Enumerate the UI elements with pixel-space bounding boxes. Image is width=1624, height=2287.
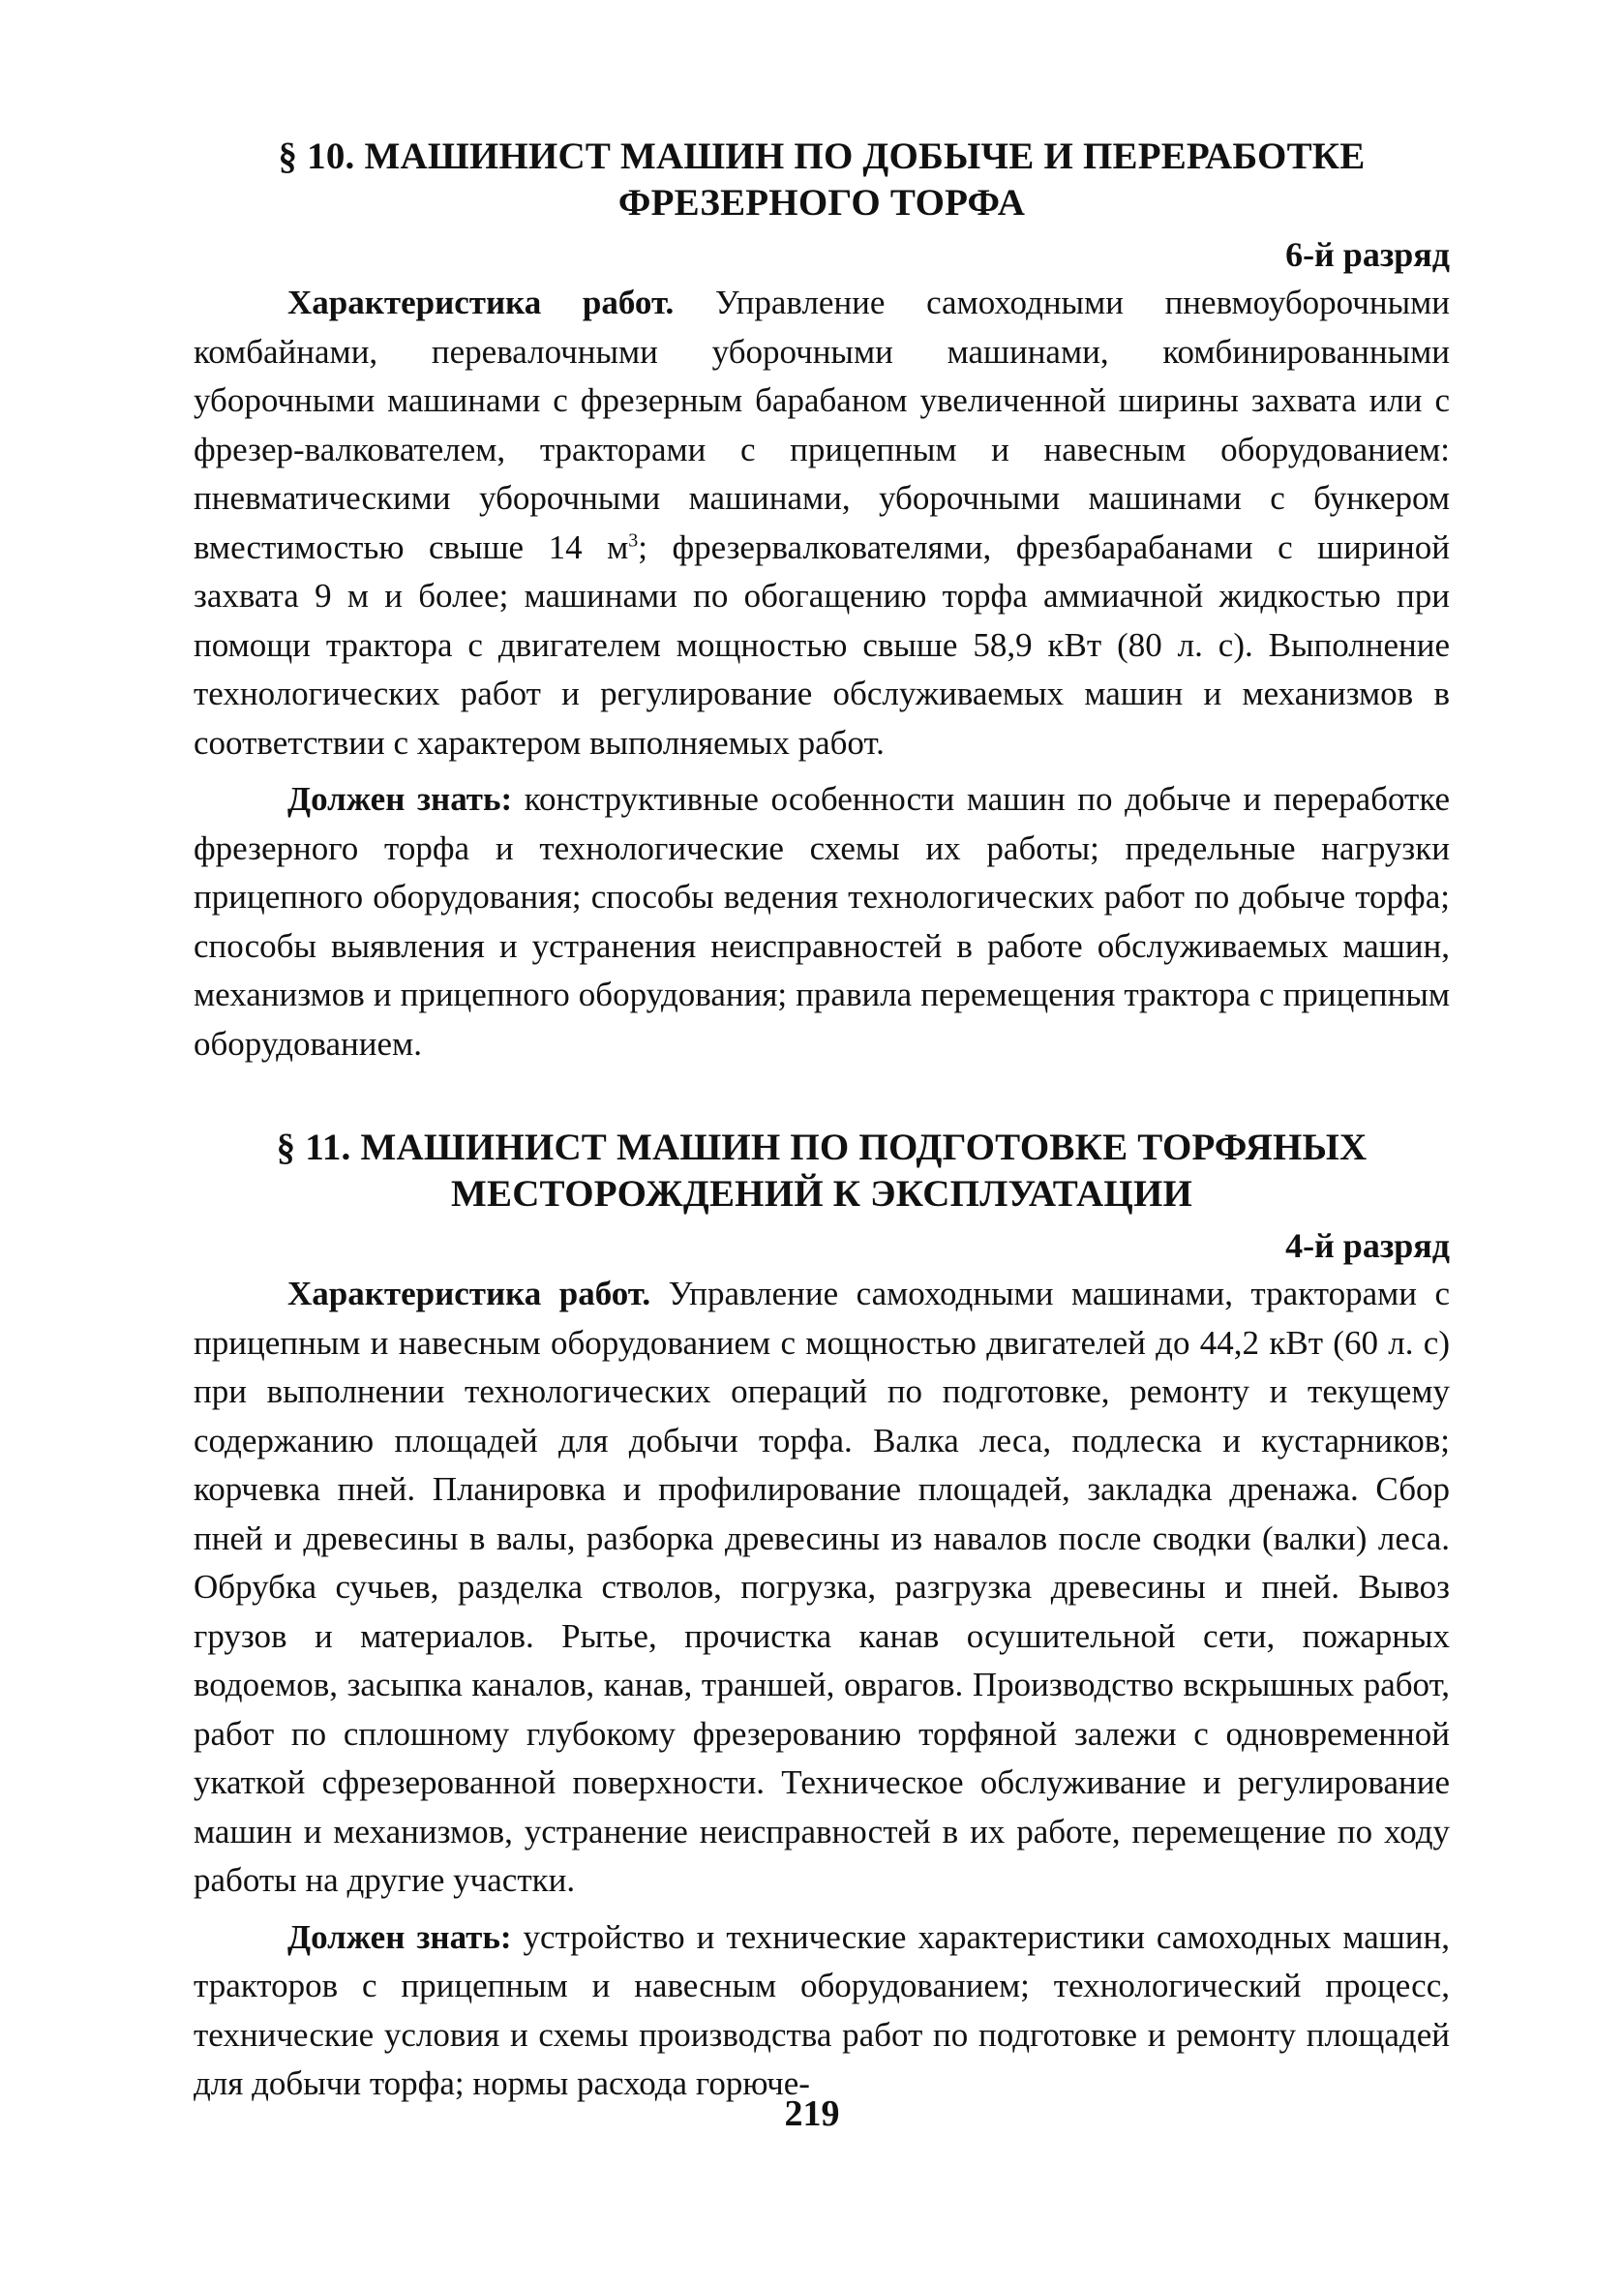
knowledge-text: конструктивные особенности машин по добыче и переработке фрезерного торфа и технологические схемы их работы; предельные нагрузки прицепного оборудования; способы ведения технологических работ по добыче торфа; способы выявления и устранения неисправностей в работе обслуживаемых машин, механизмов и прицепного оборудования; правила перемещения трактора с прицепным оборудованием. bbox=[194, 780, 1450, 1063]
section-10-knowledge bbox=[194, 775, 1450, 1068]
characteristics-text: Управление самоходными пневмоуборочными комбайнами, перевалочными уборочными машинами, комбинированными уборочными машинами с фрезерным барабаном увеличенной ширины захвата или с фрезер-валкователем, тракторами с прицепным и навесным оборудованием: пневматическими уборочными машинами, уборочными машинами с бункером вместимостью свыше 14 м bbox=[194, 284, 1450, 566]
section-11-title bbox=[194, 1125, 1450, 1218]
section-11-knowledge bbox=[194, 1913, 1450, 2109]
section-10-grade: 6-й разряд bbox=[1285, 235, 1450, 274]
knowledge-label: Должен знать: bbox=[287, 780, 513, 818]
section-10-title-line-2: ФРЕЗЕРНОГО ТОРФА bbox=[617, 182, 1026, 224]
knowledge-label: Должен знать: bbox=[287, 1917, 512, 1956]
page-number: 219 bbox=[784, 2093, 840, 2134]
section-10-title bbox=[194, 134, 1450, 226]
section-10-title-line-1: § 10. МАШИНИСТ МАШИН ПО ДОБЫЧЕ И ПЕРЕРАБОТКЕ bbox=[278, 135, 1366, 177]
characteristics-text-continued: ; фрезервалкователями, фрезбарабанами с шириной захвата 9 м и более; машинами по обогащению торфа аммиачной жидкостью при помощи трактора с двигателем мощностью свыше 58,9 кВт (80 л. с). Выполнение технологических работ и регулирование обслуживаемых машин и механизмов в соответствии с характером выполняемых работ. bbox=[194, 527, 1450, 762]
characteristics-text: Управление самоходными машинами, тракторами с прицепным и навесным оборудованием с мощностью двигателей до 44,2 кВт (60 л. с) при выполнении технологических операций по подготовке, ремонту и текущему содержанию площадей для добычи торфа. Валка леса, подлеска и кустарников; корчевка пней. Планировка и профилирование площадей, закладка дренажа. Сбор пней и древесины в валы, разборка древесины из навалов после сводки (валки) леса. Обрубка сучьев, разделка стволов, погрузка, разгрузка древесины и пней. Вывоз грузов и материалов. Рытье, прочистка канав осушительной сети, пожарных водоемов, засыпка каналов, канав, траншей, оврагов. Производство вскрышных работ, работ по сплошному глубокому фрезерованию торфяной залежи с одновременной укаткой сфрезерованной поверхности. Техническое обслуживание и регулирование машин и механизмов, устранение неисправностей в их работе, перемещение по ходу работы на другие участки. bbox=[194, 1275, 1450, 1899]
section-10-characteristics bbox=[194, 279, 1450, 767]
knowledge-text: устройство и технические характеристики самоходных машин, тракторов с прицепным и навесным оборудованием; технологический процесс, технические условия и схемы производства работ по подготовке и ремонту площадей для добычи торфа; нормы расхода горюче- bbox=[194, 1917, 1451, 2102]
section-11-title-line-2: МЕСТОРОЖДЕНИЙ К ЭКСПЛУАТАЦИИ bbox=[450, 1173, 1193, 1215]
section-11-characteristics bbox=[194, 1270, 1450, 1906]
characteristics-label: Характеристика работ. bbox=[287, 1275, 651, 1312]
section-11-title-line-1: § 11. МАШИНИСТ МАШИН ПО ПОДГОТОВКЕ ТОРФЯНЫХ bbox=[276, 1127, 1368, 1168]
section-11-grade: 4-й разряд bbox=[1285, 1226, 1450, 1265]
document-page bbox=[194, 134, 1450, 2109]
section-divider-space bbox=[194, 1068, 1450, 1125]
superscript: 3 bbox=[628, 528, 639, 551]
characteristics-label: Характеристика работ. bbox=[287, 284, 675, 321]
